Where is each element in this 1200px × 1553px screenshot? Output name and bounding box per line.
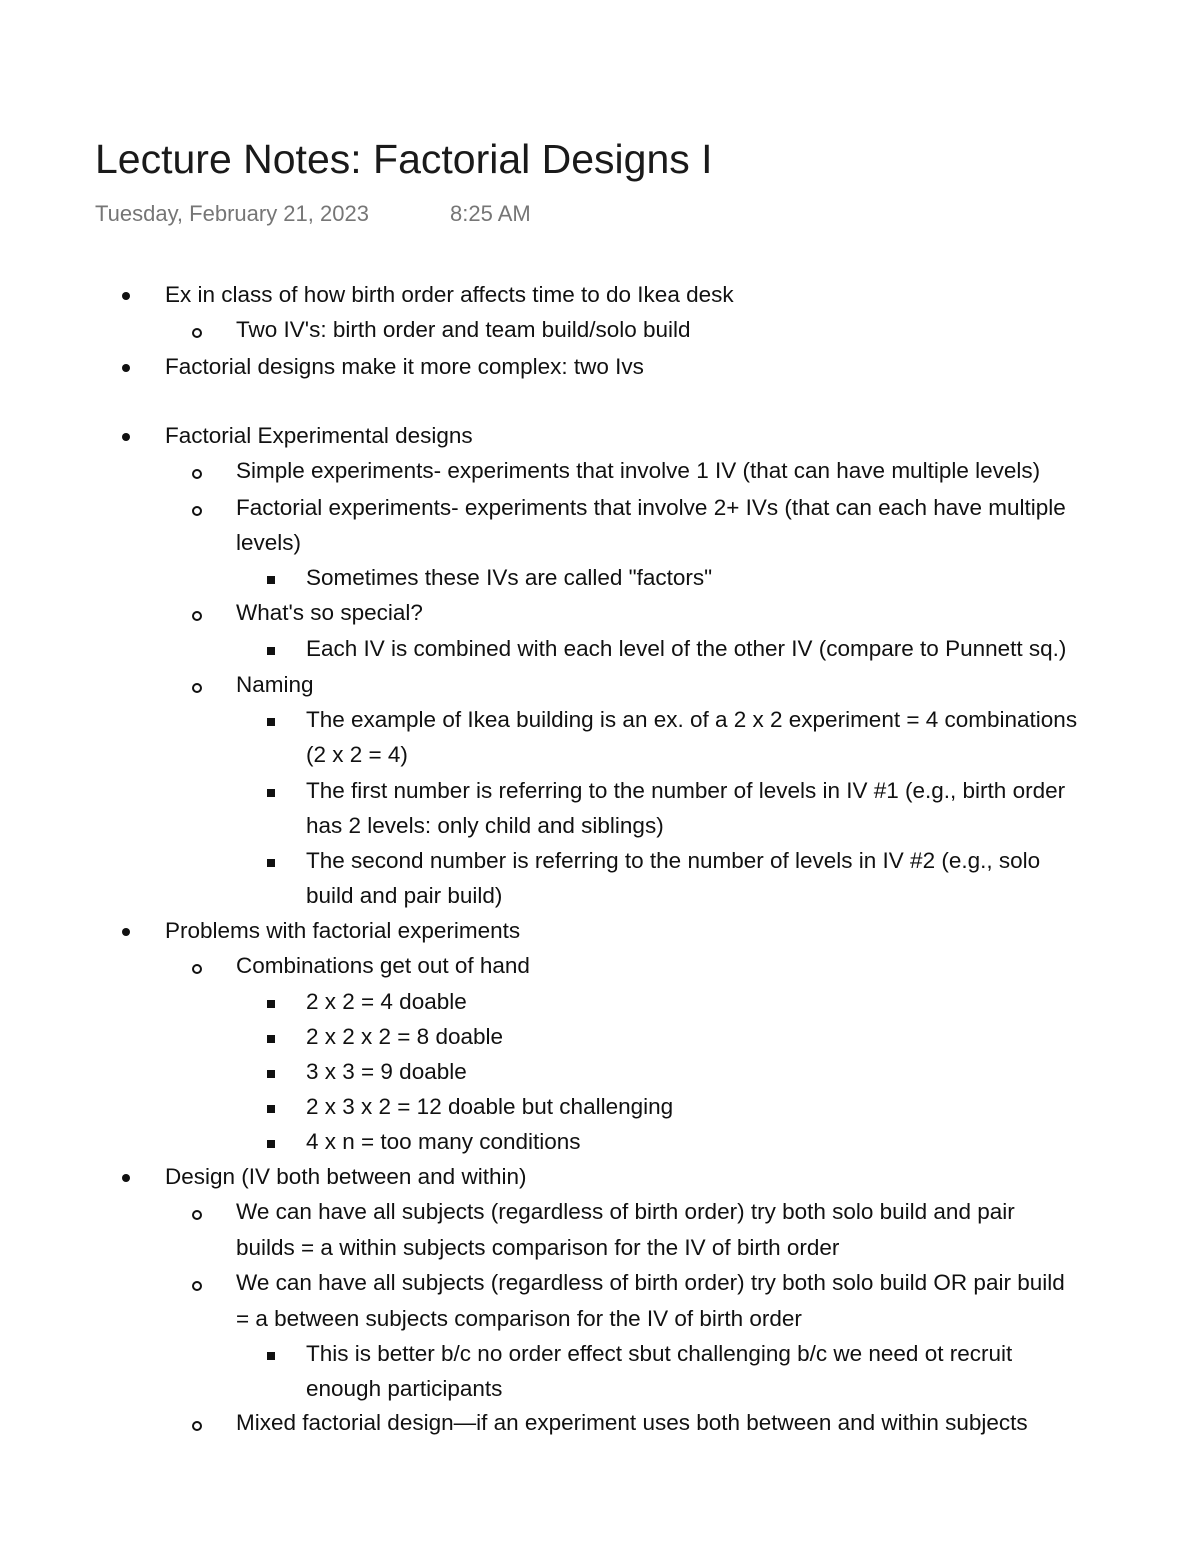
bullet-square-icon [267, 789, 275, 797]
note-line-level-3: 4 x n = too many conditions [306, 1129, 581, 1154]
bullet-square-icon [267, 576, 275, 584]
bullet-dot-icon [122, 364, 130, 372]
bullet-square-icon [267, 1070, 275, 1078]
bullet-dot-icon [122, 292, 130, 300]
note-line-level-2: = a between subjects comparison for the IV of birth order [236, 1306, 802, 1331]
note-line-level-3: build and pair build) [306, 883, 503, 908]
bullet-circle-icon [192, 611, 202, 621]
note-line-level-2: Factorial experiments- experiments that involve 2+ IVs (that can each have multiple [236, 495, 1066, 520]
bullet-square-icon [267, 647, 275, 655]
bullet-square-icon [267, 859, 275, 867]
bullet-circle-icon [192, 328, 202, 338]
bullet-circle-icon [192, 1210, 202, 1220]
note-line-level-2: Naming [236, 672, 314, 697]
note-line-level-2: Simple experiments- experiments that involve 1 IV (that can have multiple levels) [236, 458, 1041, 483]
note-line-level-2: Mixed factorial design—if an experiment uses both between and within subjects [236, 1410, 1028, 1435]
bullet-dot-icon [122, 433, 130, 441]
note-line-level-3: 2 x 2 = 4 doable [306, 989, 467, 1014]
note-line-level-3: has 2 levels: only child and siblings) [306, 813, 664, 838]
bullet-circle-icon [192, 964, 202, 974]
note-line-level-3: 2 x 2 x 2 = 8 doable [306, 1024, 504, 1049]
bullet-dot-icon [122, 928, 130, 936]
bullet-square-icon [267, 1035, 275, 1043]
bullet-circle-icon [192, 506, 202, 516]
note-line-level-3: 2 x 3 x 2 = 12 doable but challenging [306, 1094, 674, 1119]
note-line-level-1: Problems with factorial experiments [165, 918, 521, 943]
note-line-level-3: Sometimes these IVs are called "factors" [306, 565, 713, 590]
bullet-circle-icon [192, 1281, 202, 1291]
note-line-level-3: The second number is referring to the number of levels in IV #2 (e.g., solo [306, 848, 1041, 873]
note-line-level-1: Ex in class of how birth order affects time to do Ikea desk [165, 282, 734, 307]
note-line-level-3: (2 x 2 = 4) [306, 742, 408, 767]
note-line-level-3: The example of Ikea building is an ex. of a 2 x 2 experiment = 4 combinations [306, 707, 1078, 732]
bullet-dot-icon [122, 1174, 130, 1182]
note-line-level-2: Two IV's: birth order and team build/solo build [236, 317, 691, 342]
bullet-square-icon [267, 1000, 275, 1008]
note-line-level-2: builds = a within subjects comparison for the IV of birth order [236, 1235, 840, 1260]
note-line-level-1: Factorial Experimental designs [165, 423, 473, 448]
bullet-circle-icon [192, 1421, 202, 1431]
note-line-level-3: 3 x 3 = 9 doable [306, 1059, 467, 1084]
note-line-level-3: This is better b/c no order effect sbut challenging b/c we need ot recruit [306, 1341, 1013, 1366]
bullet-circle-icon [192, 683, 202, 693]
note-line-level-3: The first number is referring to the number of levels in IV #1 (e.g., birth order [306, 778, 1066, 803]
note-line-level-1: Design (IV both between and within) [165, 1164, 527, 1189]
page-time: 8:25 AM [450, 201, 531, 226]
bullet-square-icon [267, 1105, 275, 1113]
note-line-level-2: We can have all subjects (regardless of birth order) try both solo build and pair [236, 1199, 1015, 1224]
note-line-level-3: enough participants [306, 1376, 503, 1401]
note-line-level-3: Each IV is combined with each level of the other IV (compare to Punnett sq.) [306, 636, 1067, 661]
bullet-square-icon [267, 718, 275, 726]
note-line-level-2: levels) [236, 530, 302, 555]
note-line-level-2: We can have all subjects (regardless of birth order) try both solo build OR pair build [236, 1270, 1065, 1295]
note-line-level-1: Factorial designs make it more complex: two Ivs [165, 354, 644, 379]
page-title: Lecture Notes: Factorial Designs I [95, 136, 713, 182]
note-line-level-2: What's so special? [236, 600, 423, 625]
bullet-square-icon [267, 1352, 275, 1360]
bullet-circle-icon [192, 469, 202, 479]
page-date: Tuesday, February 21, 2023 [95, 201, 369, 226]
bullet-square-icon [267, 1140, 275, 1148]
note-line-level-2: Combinations get out of hand [236, 953, 530, 978]
